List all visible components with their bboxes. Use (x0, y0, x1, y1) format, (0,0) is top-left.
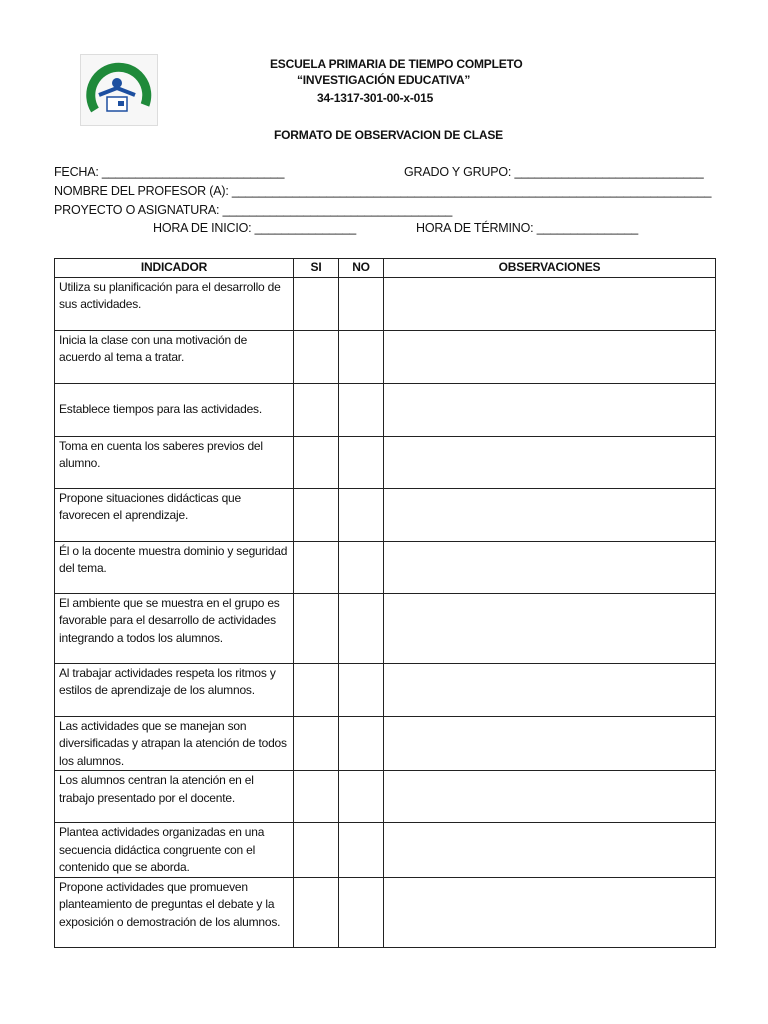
observaciones-cell[interactable] (384, 436, 716, 488)
si-cell[interactable] (294, 663, 339, 716)
profesor-field[interactable]: NOMBRE DEL PROFESOR (A): _______________________________________________________________________ (54, 184, 712, 198)
si-cell[interactable] (294, 436, 339, 488)
school-logo (80, 54, 158, 126)
observaciones-cell[interactable] (384, 383, 716, 436)
table-row (55, 330, 716, 383)
observaciones-cell[interactable] (384, 771, 716, 823)
no-cell[interactable] (339, 383, 384, 436)
observaciones-cell[interactable] (384, 823, 716, 878)
no-cell[interactable] (339, 593, 384, 663)
proyecto-field[interactable]: PROYECTO O ASIGNATURA: __________________________________ (54, 203, 453, 217)
observaciones-cell[interactable] (384, 277, 716, 330)
si-cell[interactable] (294, 823, 339, 878)
observaciones-cell[interactable] (384, 593, 716, 663)
header-indicador: INDICADOR (55, 259, 294, 278)
no-cell[interactable] (339, 330, 384, 383)
table-row (55, 277, 716, 330)
indicador-cell: Plantea actividades organizadas en una secuencia didáctica congruente con el contenido que se aborda. (55, 823, 294, 878)
table-row (55, 877, 716, 947)
school-subtitle: “INVESTIGACIÓN EDUCATIVA” (297, 73, 471, 87)
si-cell[interactable] (294, 277, 339, 330)
table-row (55, 383, 716, 436)
table-row (55, 593, 716, 663)
indicador-cell: Inicia la clase con una motivación de acuerdo al tema a tratar. (55, 330, 294, 383)
indicador-cell: Utiliza su planificación para el desarrollo de sus actividades. (55, 277, 294, 330)
grado-field[interactable]: GRADO Y GRUPO: ____________________________ (404, 165, 704, 179)
indicador-cell: Los alumnos centran la atención en el trabajo presentado por el docente. (55, 771, 294, 823)
hora-termino-field[interactable]: HORA DE TÉRMINO: _______________ (416, 221, 638, 235)
indicador-cell: Toma en cuenta los saberes previos del alumno. (55, 436, 294, 488)
no-cell[interactable] (339, 277, 384, 330)
school-code: 34-1317-301-00-x-015 (317, 91, 434, 105)
table-row (55, 663, 716, 716)
table-row (55, 716, 716, 771)
hora-inicio-field[interactable]: HORA DE INICIO: _______________ (153, 221, 356, 235)
si-cell[interactable] (294, 877, 339, 947)
indicador-cell: Él o la docente muestra dominio y seguridad del tema. (55, 541, 294, 593)
no-cell[interactable] (339, 823, 384, 878)
observaciones-cell[interactable] (384, 330, 716, 383)
si-cell[interactable] (294, 771, 339, 823)
indicador-cell: El ambiente que se muestra en el grupo es favorable para el desarrollo de actividades integrando a todos los alumnos. (55, 593, 294, 663)
no-cell[interactable] (339, 877, 384, 947)
table-row (55, 436, 716, 488)
header-no: NO (339, 259, 384, 278)
observaciones-cell[interactable] (384, 541, 716, 593)
indicador-cell: Las actividades que se manejan son diversificadas y atrapan la atención de todos los alumnos. (55, 716, 294, 771)
no-cell[interactable] (339, 488, 384, 541)
si-cell[interactable] (294, 593, 339, 663)
no-cell[interactable] (339, 541, 384, 593)
no-cell[interactable] (339, 771, 384, 823)
observaciones-cell[interactable] (384, 716, 716, 771)
page-title: FORMATO DE OBSERVACION DE CLASE (274, 128, 503, 142)
indicador-cell: Al trabajar actividades respeta los ritmos y estilos de aprendizaje de los alumnos. (55, 663, 294, 716)
table-row (55, 488, 716, 541)
observaciones-cell[interactable] (384, 488, 716, 541)
observaciones-cell[interactable] (384, 663, 716, 716)
si-cell[interactable] (294, 488, 339, 541)
indicador-cell: Propone situaciones didácticas que favorecen el aprendizaje. (55, 488, 294, 541)
si-cell[interactable] (294, 330, 339, 383)
school-logo-icon (81, 55, 157, 125)
fecha-field[interactable]: FECHA: ___________________________ (54, 165, 285, 179)
no-cell[interactable] (339, 436, 384, 488)
header-observaciones: OBSERVACIONES (384, 259, 716, 278)
si-cell[interactable] (294, 383, 339, 436)
table-header-row (55, 259, 716, 278)
no-cell[interactable] (339, 663, 384, 716)
table-row (55, 823, 716, 878)
si-cell[interactable] (294, 716, 339, 771)
header-si: SI (294, 259, 339, 278)
school-name: ESCUELA PRIMARIA DE TIEMPO COMPLETO (270, 57, 523, 71)
table-row (55, 541, 716, 593)
observaciones-cell[interactable] (384, 877, 716, 947)
indicador-cell: Establece tiempos para las actividades. (55, 383, 294, 436)
si-cell[interactable] (294, 541, 339, 593)
observation-table (54, 258, 716, 948)
no-cell[interactable] (339, 716, 384, 771)
table-row (55, 771, 716, 823)
indicador-cell: Propone actividades que promueven planteamiento de preguntas el debate y la exposición o demostración de los alumnos. (55, 877, 294, 947)
